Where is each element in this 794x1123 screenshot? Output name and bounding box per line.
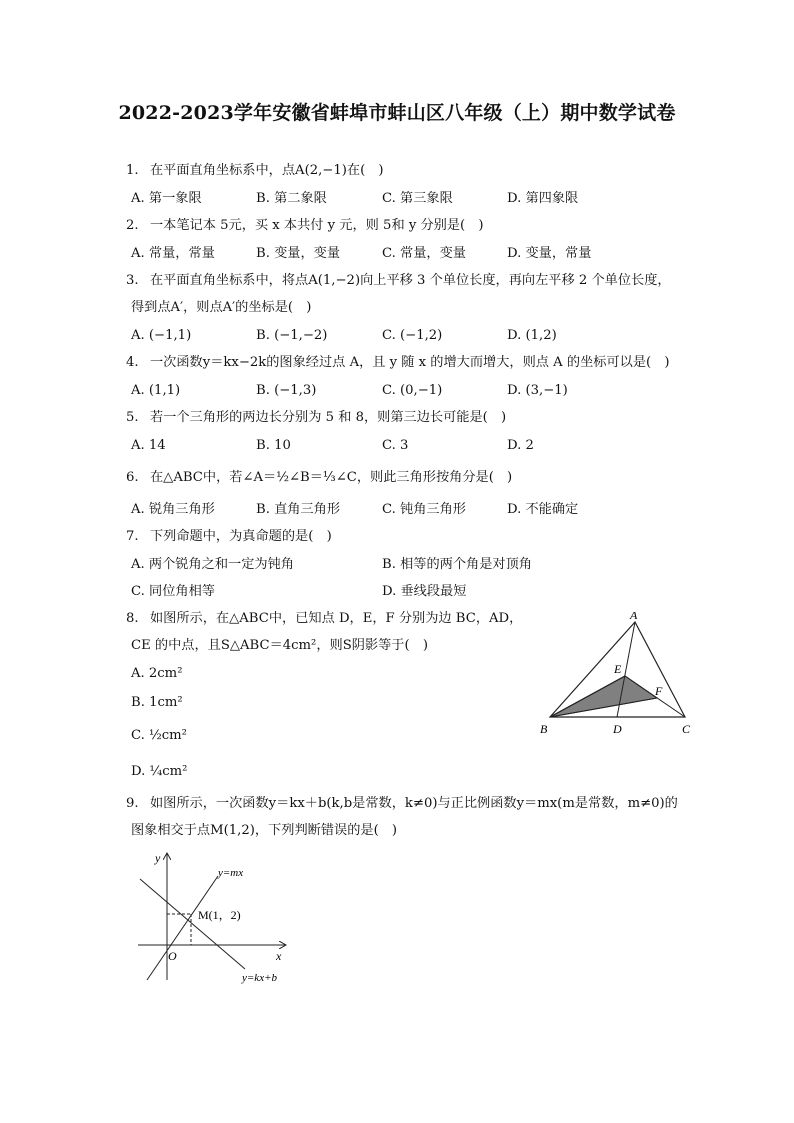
question-7-text: 下列命题中，为真命题的是( ): [150, 529, 332, 544]
question-4-option-c[interactable]: C. (0,−1): [382, 383, 443, 398]
question-9-number: 9.: [126, 796, 139, 811]
question-9-text-line1: 如图所示，一次函数y＝kx＋b(k,b是常数，k≠0)与正比例函数y＝mx(m是常数，m≠0)的: [150, 796, 678, 811]
question-3-option-a[interactable]: A. (−1,1): [131, 328, 192, 343]
question-6-option-a[interactable]: A. 锐角三角形: [131, 502, 215, 517]
question-5-option-d[interactable]: D. 2: [507, 438, 534, 453]
question-3-option-b[interactable]: B. (−1,−2): [256, 328, 328, 343]
label-y-axis: y: [155, 851, 161, 865]
question-6-number: 6.: [126, 470, 139, 485]
question-8-option-a[interactable]: A. 2cm²: [131, 666, 183, 681]
question-7-number: 7.: [126, 529, 139, 544]
question-2-number: 2.: [126, 218, 139, 233]
question-7-option-d[interactable]: D. 垂线段最短: [382, 584, 467, 599]
question-5-text: 若一个三角形的两边长分别为 5 和 8，则第三边长可能是( ): [150, 410, 507, 425]
question-8-text-line1: 如图所示，在△ABC中，已知点 D，E，F 分别为边 BC，AD，: [150, 611, 523, 626]
line-y-kx-b: [140, 879, 245, 969]
question-1-text: 在平面直角坐标系中，点A(2,−1)在( ): [150, 163, 384, 178]
question-4-option-a[interactable]: A. (1,1): [131, 383, 181, 398]
question-4-option-b[interactable]: B. (−1,3): [256, 383, 317, 398]
question-5-option-a[interactable]: A. 14: [131, 438, 166, 453]
label-f: F: [655, 684, 663, 698]
label-b: B: [540, 722, 548, 736]
question-6-option-c[interactable]: C. 钝角三角形: [382, 502, 466, 517]
question-8-number: 8.: [126, 611, 139, 626]
question-1-option-b[interactable]: B. 第二象限: [256, 191, 327, 206]
question-6-option-b[interactable]: B. 直角三角形: [256, 502, 341, 517]
question-1-option-c[interactable]: C. 第三象限: [382, 191, 453, 206]
question-8-option-b[interactable]: B. 1cm²: [131, 695, 183, 710]
label-e: E: [614, 662, 622, 676]
question-3-text-line1: 在平面直角坐标系中，将点A(1,−2)向上平移 3 个单位长度，再向左平移 2 个单位长度，: [150, 273, 671, 288]
question-5-number: 5.: [126, 410, 139, 425]
question-6-option-d[interactable]: D. 不能确定: [507, 502, 579, 517]
label-point-m: M(1，2): [198, 908, 241, 922]
question-7-option-a[interactable]: A. 两个锐角之和一定为钝角: [131, 557, 294, 572]
question-9-text-line2: 图象相交于点M(1,2)，下列判断错误的是( ): [131, 823, 398, 838]
label-x-axis: x: [276, 949, 282, 963]
question-2-option-b[interactable]: B. 变量，变量: [256, 246, 341, 261]
question-3-option-c[interactable]: C. (−1,2): [382, 328, 443, 343]
question-8-triangle-figure: [535, 612, 695, 740]
shaded-triangle-bef: [550, 676, 657, 717]
question-1-option-a[interactable]: A. 第一象限: [131, 191, 202, 206]
question-7-option-c[interactable]: C. 同位角相等: [131, 584, 215, 599]
question-3-number: 3.: [126, 273, 139, 288]
label-y-mx: y=mx: [218, 867, 244, 879]
label-d: D: [613, 722, 622, 736]
label-origin: O: [168, 949, 177, 963]
question-1-number: 1.: [126, 163, 139, 178]
question-5-option-c[interactable]: C. 3: [382, 438, 409, 453]
label-y-kx-b: y=kx+b: [242, 972, 277, 984]
label-a: A: [630, 612, 638, 622]
question-2-option-c[interactable]: C. 常量，变量: [382, 246, 466, 261]
question-9-graph-figure: [130, 848, 300, 990]
question-2-text: 一本笔记本 5元，买 x 本共付 y 元，则 5和 y 分别是( ): [150, 218, 484, 233]
question-1-option-d[interactable]: D. 第四象限: [507, 191, 579, 206]
question-7-option-b[interactable]: B. 相等的两个角是对顶角: [382, 557, 532, 572]
question-6-text: 在△ABC中，若∠A＝½∠B＝⅓∠C，则此三角形按角分是( ): [150, 470, 513, 485]
label-c: C: [682, 722, 691, 736]
question-2-option-d[interactable]: D. 变量，常量: [507, 246, 592, 261]
question-4-option-d[interactable]: D. (3,−1): [507, 383, 568, 398]
question-8-text-line2: CE 的中点，且S△ABC＝4cm²，则S阴影等于( ): [131, 638, 428, 653]
question-3-option-d[interactable]: D. (1,2): [507, 328, 557, 343]
question-4-text: 一次函数y＝kx−2k的图象经过点 A，且 y 随 x 的增大而增大，则点 A 的坐标可以是( ): [150, 355, 670, 370]
page-title: 2022-2023学年安徽省蚌埠市蚌山区八年级（上）期中数学试卷: [118, 102, 676, 124]
question-8-option-d[interactable]: D. ¼cm²: [131, 764, 188, 779]
line-y-mx: [147, 876, 218, 980]
question-3-text-line2: 得到点A′，则点A′的坐标是( ): [131, 300, 312, 315]
question-2-option-a[interactable]: A. 常量，常量: [131, 246, 215, 261]
question-8-option-c[interactable]: C. ½cm²: [131, 728, 187, 743]
question-5-option-b[interactable]: B. 10: [256, 438, 291, 453]
question-4-number: 4.: [126, 355, 139, 370]
